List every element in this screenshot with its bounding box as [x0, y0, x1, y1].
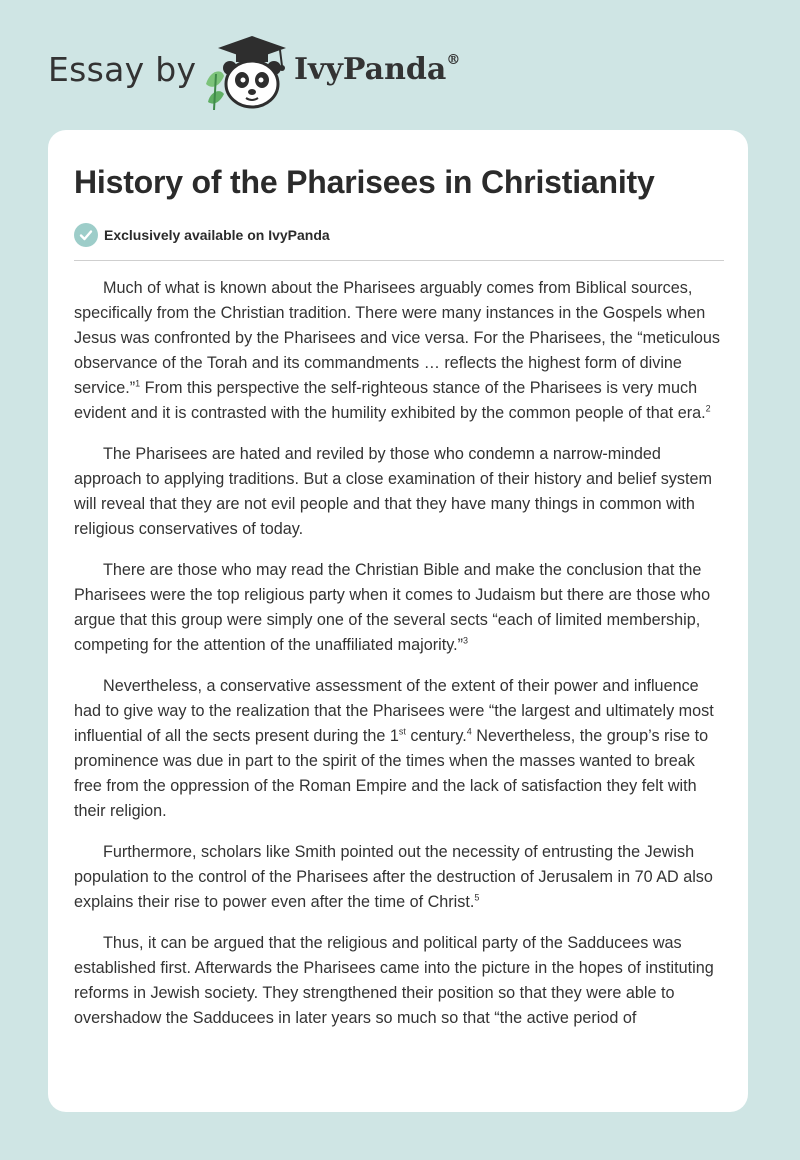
exclusive-badge — [74, 222, 330, 248]
divider — [74, 260, 724, 261]
brand-name[interactable]: IvyPanda® — [294, 52, 461, 87]
paragraph: Much of what is known about the Pharisees arguably comes from Biblical sources, specifically from the Christian tradition. There were many instances in the Gospels when Jesus was confronted by the Pharisees and vice versa. For the Pharisees, the “meticulous observance of the Torah and its commandments … reflects the highest form of divine service.”$^1$ From this perspective the self-righteous stance of the Pharisees is very much evident and it is contrasted with the humility exhibited by the common people of that era.$^2$ — [74, 279, 721, 422]
footnote-ref[interactable]: 3 — [463, 635, 469, 646]
footnote-ref[interactable]: st — [398, 726, 406, 737]
paragraph: Thus, it can be argued that the religious and political party of the Sadducees was established first. Afterwards the Pharisees came into the picture in the hopes of instituting reforms in Jewish society. They strengthened their position so that they were able to overshadow the Sadducees in later years so much so that “the active period of — [74, 934, 714, 1027]
paragraph: Furthermore, scholars like Smith pointed out the necessity of entrusting the Jewish population to the control of the Pharisees after the destruction of Jerusalem in 70 AD also explains their rise to power even after the time of Christ.$^5$ — [74, 843, 713, 911]
paragraph: The Pharisees are hated and reviled by those who condemn a narrow-minded approach to applying traditions. But a close examination of their history and belief system will reveal that they are not evil people and that they have many things in common with religious conservatives of today. — [74, 445, 712, 538]
essay-body — [74, 276, 726, 1047]
paragraph: Nevertheless, a conservative assessment of the extent of their power and influence had to give way to the realization that the Pharisees were “the largest and ultimately most influential of all the sects present during the 1st century.$^4$ Nevertheless, the group’s rise to prominence was due in part to the spirit of the times when the masses wanted to break free from the oppression of the Roman Empire and the lack of satisfaction they felt with their religion. — [74, 677, 714, 820]
footnote-ref[interactable]: 4 — [466, 726, 472, 737]
footnote-ref[interactable]: 1 — [135, 378, 141, 389]
exclusive-badge-label: Exclusively available on IvyPanda — [104, 227, 330, 243]
footnote-ref[interactable]: 5 — [474, 892, 480, 903]
essay-by-label: Essay by — [48, 50, 197, 89]
check-circle-icon — [74, 223, 98, 247]
essay-card — [48, 130, 748, 1112]
page-title: History of the Pharisees in Christianity — [74, 164, 655, 200]
footnote-ref[interactable]: 2 — [705, 403, 711, 414]
ivy-leaf-icon — [206, 71, 224, 110]
panda-graduation-cap-icon[interactable] — [200, 30, 290, 110]
site-header — [48, 30, 748, 110]
paragraph: There are those who may read the Christian Bible and make the conclusion that the Pharisees were the top religious party when it comes to Judaism but there are those who argue that this group were simply one of the several sects “each of limited membership, competing for the attention of the unaffiliated majority.”$^3$ — [74, 561, 711, 654]
